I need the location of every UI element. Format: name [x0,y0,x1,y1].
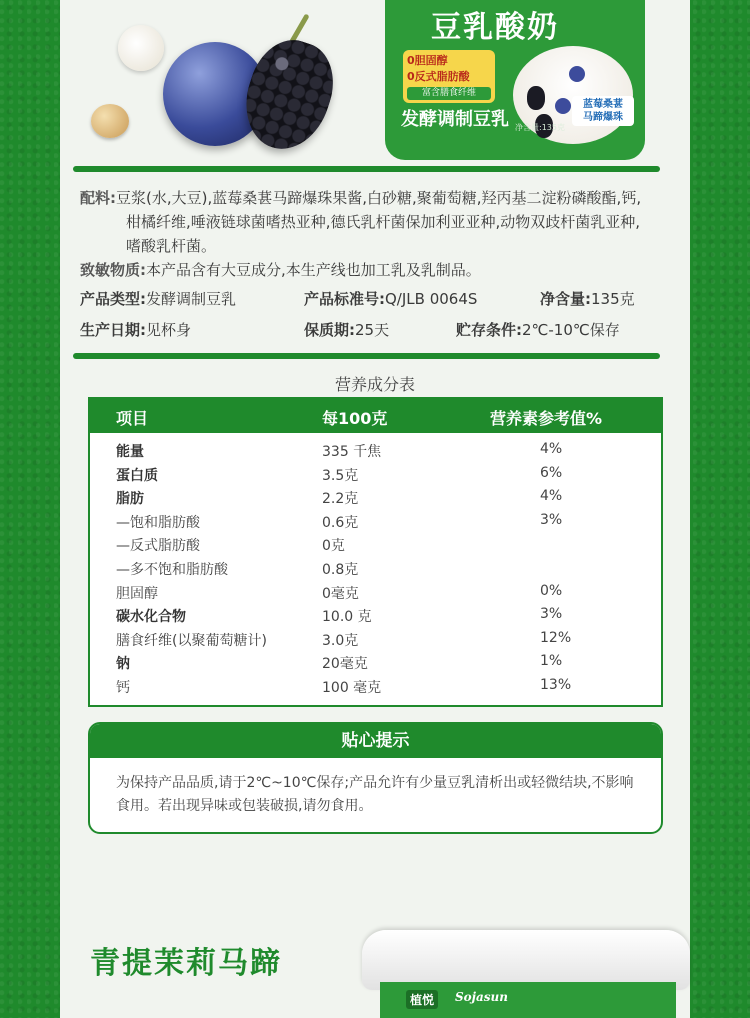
cell-item: —多不饱和脂肪酸 [116,561,228,578]
production-date-label: 生产日期: [80,321,146,339]
cell-item: 膳食纤维(以聚葡萄糖计) [116,632,267,649]
brand-logo: 植悦 [406,990,438,1009]
storage-value: 2℃-10℃保存 [522,321,620,339]
header-nrv: 营养素参考值% [490,409,603,428]
cell-nrv: 3% [540,511,563,528]
cell-item: 能量 [116,444,144,460]
cell-per100: 0毫克 [322,585,359,602]
flavor-tag-line-1: 蓝莓桑葚 [583,99,623,110]
cup-net-weight: 净含量:135克 [515,123,565,132]
cell-item: 脂肪 [116,491,144,508]
cell-item: 胆固醇 [116,585,158,602]
badge-sub: 富含膳食纤维 [407,87,491,100]
product-type-value: 发酵调制豆乳 [146,290,237,308]
cell-per100: 0克 [322,538,345,555]
mulberry-image [233,30,345,160]
table-row [90,651,661,675]
bowl-blueberry [555,98,571,114]
cell-nrv: 13% [540,676,572,693]
table-row [90,533,661,557]
cell-nrv: 4% [540,441,563,457]
nutrition-header [90,399,661,433]
net-content [540,288,635,309]
table-row [90,581,661,605]
tips-title: 贴心提示 [90,724,661,758]
shelf-life-label: 保质期: [304,321,355,339]
cup-title: 豆乳酸奶 [431,10,559,45]
divider-top [73,166,660,172]
cup-subtitle: 发酵调制豆乳 [401,109,509,130]
shelf-life [304,319,389,340]
ingredients-text: 豆浆(水,大豆),蓝莓桑葚马蹄爆珠果酱,白砂糖,聚葡萄糖,羟丙基二淀粉磷酸酯,钙,柑橘纤维,唾液链球菌嗜热亚种,德氏乳杆菌保加利亚亚种,动物双歧杆菌乳亚种,嗜酸乳杆菌。 [116,189,642,255]
product-cup-image [385,0,645,160]
table-row [90,628,661,652]
nutrition-body [90,433,661,699]
ingredients-label: 配料: [80,189,116,207]
cell-item: 钠 [116,656,130,673]
hero-section [60,0,690,170]
cell-per100: 20毫克 [322,656,368,673]
cell-item: 碳水化合物 [116,609,186,626]
cell-item: 蛋白质 [116,467,158,484]
net-content-label: 净含量: [540,290,591,308]
table-row [90,510,661,534]
cup-badge [403,50,495,103]
tips-text: 为保持产品品质,请于2℃~10℃保存;产品允许有少量豆乳清析出或轻微结块,不影响食用。若出现异味或包装破损,请勿食用。 [116,775,634,814]
cell-per100: 2.2克 [322,491,359,508]
tofu-cube-image [118,25,164,71]
product-type-label: 产品类型: [80,290,146,308]
cell-nrv: 1% [540,653,563,670]
cell-per100: 10.0 克 [322,609,372,626]
table-row [90,439,661,463]
cell-per100: 335 千焦 [322,444,382,460]
cell-nrv: 3% [540,606,563,623]
table-row [90,463,661,487]
cell-nrv: 4% [540,488,563,505]
cell-nrv: 0% [540,582,563,599]
ingredients [80,186,650,258]
net-content-value: 135克 [591,290,635,308]
product-standard-value: Q/JLB 0064S [385,290,478,308]
cell-nrv: 6% [540,464,563,481]
allergen-text: 本产品含有大豆成分,本生产线也加工乳及乳制品。 [146,261,481,279]
header-per100: 每100克 [322,409,388,428]
nutrition-table [88,397,663,707]
allergen [80,258,650,282]
flavor-tag [572,96,634,126]
divider-bottom [73,353,660,359]
next-cup-lid-image [362,930,690,990]
flavor-tag-line-2: 马蹄爆珠 [583,112,623,123]
soybean-image [91,104,129,138]
table-row [90,557,661,581]
product-standard [304,288,477,309]
cell-item: —反式脂肪酸 [116,538,200,555]
storage-label: 贮存条件: [456,321,522,339]
bowl-mulberry [527,86,545,110]
product-type [80,288,236,309]
storage [456,319,620,340]
cell-per100: 0.8克 [322,561,359,578]
next-flavor-title: 青提茉莉马蹄 [90,946,282,981]
cell-per100: 3.5克 [322,467,359,484]
shelf-life-value: 25天 [355,321,390,339]
product-standard-label: 产品标准号: [304,290,385,308]
tips-box [88,722,663,834]
table-row [90,486,661,510]
bowl-blueberry [569,66,585,82]
cell-per100: 100 毫克 [322,679,382,696]
cell-item: 钙 [116,679,130,696]
table-row [90,675,661,699]
header-item: 项目 [116,409,149,428]
cell-nrv: 12% [540,629,572,646]
production-date-value: 见杯身 [146,321,192,339]
cell-item: —饱和脂肪酸 [116,514,200,531]
allergen-label: 致敏物质: [80,261,146,279]
nutrition-title: 营养成分表 [334,375,415,394]
cell-per100: 0.6克 [322,514,359,531]
brand-name: Sojasun [455,990,508,1004]
cell-per100: 3.0克 [322,632,359,649]
production-date [80,319,191,340]
table-row [90,604,661,628]
badge-line-1: 0胆固醇 [407,54,448,67]
badge-line-2: 0反式脂肪酸 [407,70,470,83]
